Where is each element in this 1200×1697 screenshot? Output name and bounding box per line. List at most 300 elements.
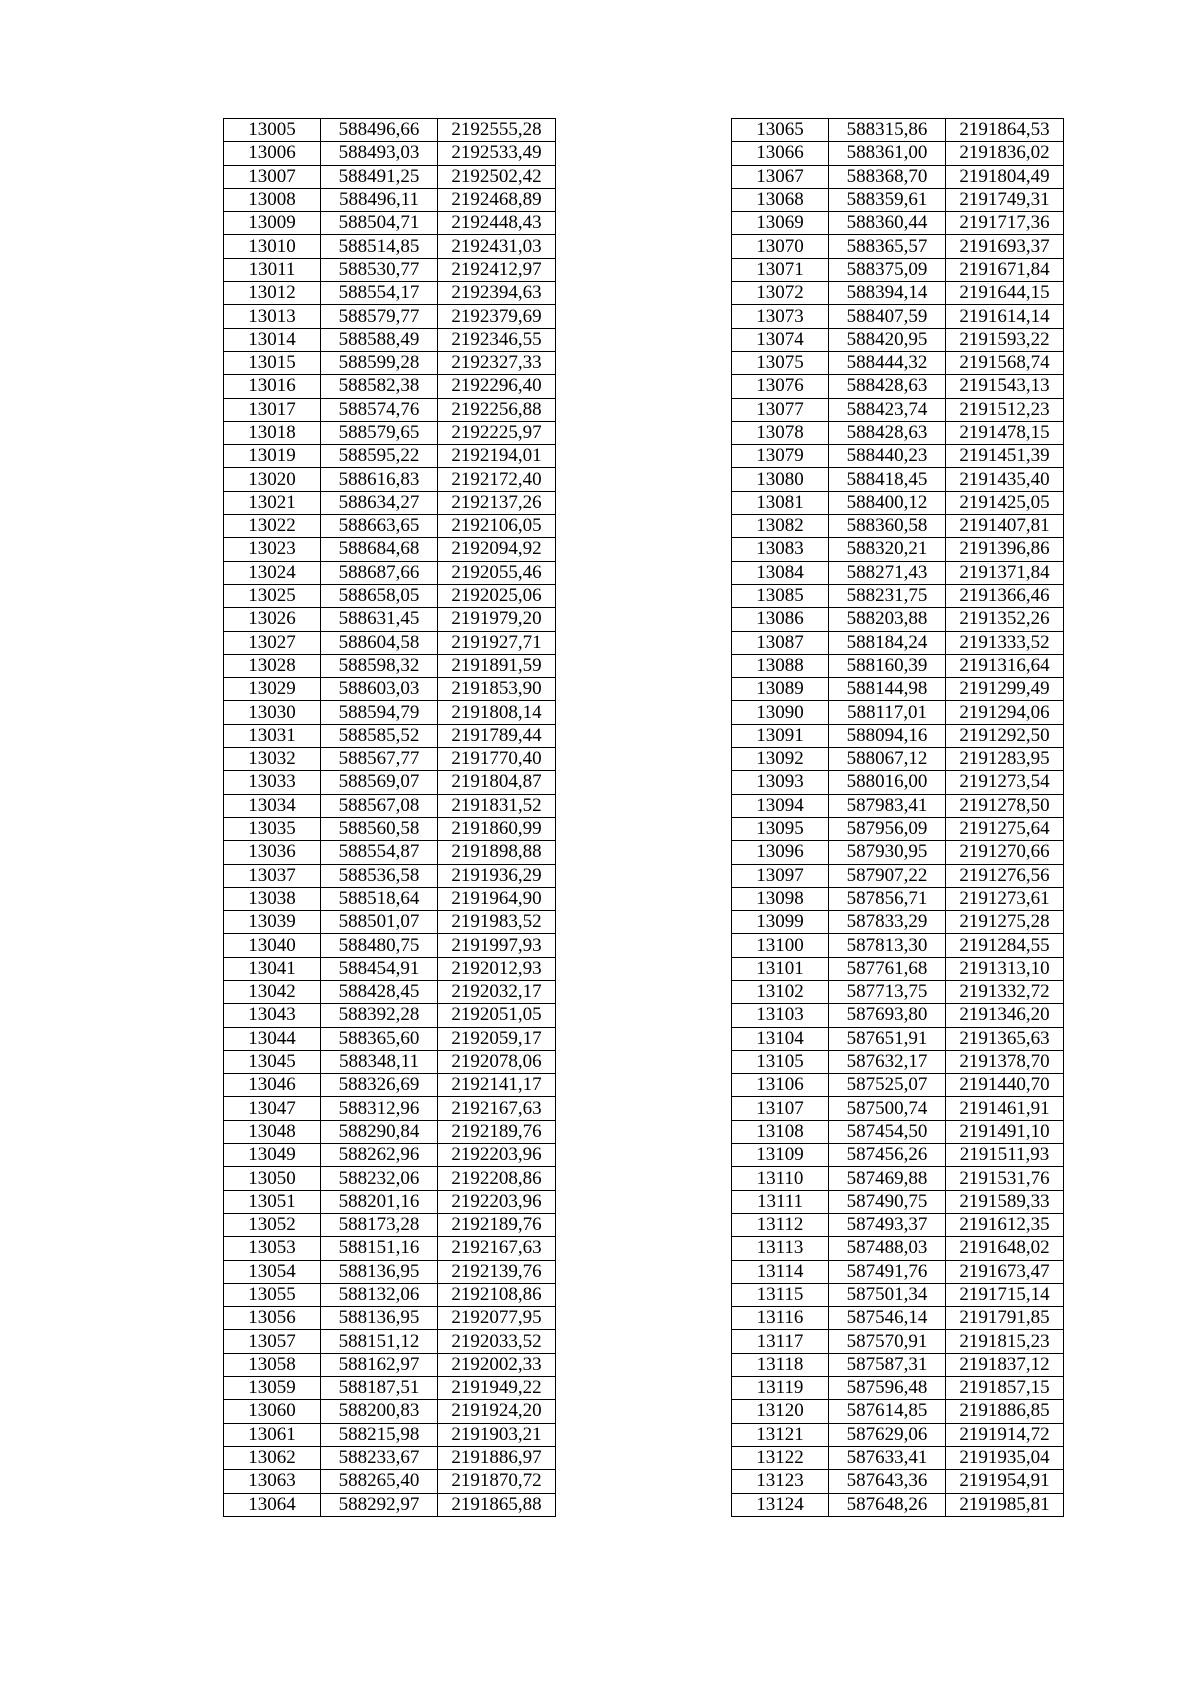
x-coordinate-cell: 587596,48: [829, 1377, 946, 1400]
table-row: [732, 911, 1064, 934]
y-coordinate-cell: 2191804,49: [946, 165, 1064, 188]
y-coordinate-cell: 2191864,53: [946, 119, 1064, 142]
x-coordinate-cell: 588231,75: [829, 584, 946, 607]
point-id-cell: 13060: [224, 1400, 321, 1423]
y-coordinate-cell: 2192032,17: [438, 980, 556, 1003]
y-coordinate-cell: 2191531,76: [946, 1167, 1064, 1190]
x-coordinate-cell: 587632,17: [829, 1050, 946, 1073]
x-coordinate-cell: 588501,07: [321, 911, 438, 934]
point-id-cell: 13065: [732, 119, 829, 142]
table-row: [732, 1004, 1064, 1027]
x-coordinate-cell: 588265,40: [321, 1470, 438, 1493]
x-coordinate-cell: 587454,50: [829, 1120, 946, 1143]
x-coordinate-cell: 588117,01: [829, 701, 946, 724]
x-coordinate-cell: 587493,37: [829, 1213, 946, 1236]
y-coordinate-cell: 2191366,46: [946, 584, 1064, 607]
point-id-cell: 13036: [224, 841, 321, 864]
x-coordinate-cell: 588151,16: [321, 1237, 438, 1260]
point-id-cell: 13014: [224, 328, 321, 351]
x-coordinate-cell: 588658,05: [321, 584, 438, 607]
point-id-cell: 13106: [732, 1074, 829, 1097]
y-coordinate-cell: 2191612,35: [946, 1213, 1064, 1236]
point-id-cell: 13066: [732, 142, 829, 165]
y-coordinate-cell: 2191346,20: [946, 1004, 1064, 1027]
y-coordinate-cell: 2191276,56: [946, 864, 1064, 887]
y-coordinate-cell: 2191614,14: [946, 305, 1064, 328]
table-row: [224, 375, 556, 398]
x-coordinate-cell: 588567,08: [321, 794, 438, 817]
x-coordinate-cell: 587488,03: [829, 1237, 946, 1260]
x-coordinate-cell: 588603,03: [321, 678, 438, 701]
y-coordinate-cell: 2191440,70: [946, 1074, 1064, 1097]
table-row: [224, 538, 556, 561]
y-coordinate-cell: 2192327,33: [438, 351, 556, 374]
x-coordinate-cell: 588514,85: [321, 235, 438, 258]
y-coordinate-cell: 2192555,28: [438, 119, 556, 142]
point-id-cell: 13054: [224, 1260, 321, 1283]
x-coordinate-cell: 588361,00: [829, 142, 946, 165]
point-id-cell: 13055: [224, 1283, 321, 1306]
table-row: [732, 142, 1064, 165]
point-id-cell: 13059: [224, 1377, 321, 1400]
y-coordinate-cell: 2191294,06: [946, 701, 1064, 724]
x-coordinate-cell: 588233,67: [321, 1446, 438, 1469]
point-id-cell: 13118: [732, 1353, 829, 1376]
table-row: [224, 1493, 556, 1516]
x-coordinate-cell: 588504,71: [321, 212, 438, 235]
x-coordinate-cell: 588493,03: [321, 142, 438, 165]
x-coordinate-cell: 587856,71: [829, 887, 946, 910]
point-id-cell: 13123: [732, 1470, 829, 1493]
x-coordinate-cell: 588094,16: [829, 724, 946, 747]
y-coordinate-cell: 2191512,23: [946, 398, 1064, 421]
x-coordinate-cell: 587500,74: [829, 1097, 946, 1120]
y-coordinate-cell: 2192051,05: [438, 1004, 556, 1027]
x-coordinate-cell: 587629,06: [829, 1423, 946, 1446]
table-row: [224, 1283, 556, 1306]
x-coordinate-cell: 588567,77: [321, 748, 438, 771]
table-row: [732, 678, 1064, 701]
point-id-cell: 13072: [732, 282, 829, 305]
point-id-cell: 13112: [732, 1213, 829, 1236]
point-id-cell: 13064: [224, 1493, 321, 1516]
y-coordinate-cell: 2192172,40: [438, 468, 556, 491]
point-id-cell: 13069: [732, 212, 829, 235]
x-coordinate-cell: 588560,58: [321, 817, 438, 840]
x-coordinate-cell: 588420,95: [829, 328, 946, 351]
point-id-cell: 13029: [224, 678, 321, 701]
x-coordinate-cell: 587570,91: [829, 1330, 946, 1353]
point-id-cell: 13079: [732, 445, 829, 468]
point-id-cell: 13117: [732, 1330, 829, 1353]
y-coordinate-cell: 2191593,22: [946, 328, 1064, 351]
point-id-cell: 13026: [224, 608, 321, 631]
y-coordinate-cell: 2192002,33: [438, 1353, 556, 1376]
y-coordinate-cell: 2191815,23: [946, 1330, 1064, 1353]
x-coordinate-cell: 587614,85: [829, 1400, 946, 1423]
table-row: [732, 1423, 1064, 1446]
point-id-cell: 13095: [732, 817, 829, 840]
point-id-cell: 13051: [224, 1190, 321, 1213]
point-id-cell: 13045: [224, 1050, 321, 1073]
x-coordinate-cell: 588160,39: [829, 654, 946, 677]
point-id-cell: 13023: [224, 538, 321, 561]
x-coordinate-cell: 588162,97: [321, 1353, 438, 1376]
point-id-cell: 13085: [732, 584, 829, 607]
table-row: [224, 1213, 556, 1236]
table-row: [224, 584, 556, 607]
y-coordinate-cell: 2191927,71: [438, 631, 556, 654]
x-coordinate-cell: 588418,45: [829, 468, 946, 491]
x-coordinate-cell: 588400,12: [829, 491, 946, 514]
y-coordinate-cell: 2191352,26: [946, 608, 1064, 631]
table-row: [224, 817, 556, 840]
point-id-cell: 13012: [224, 282, 321, 305]
x-coordinate-cell: 587643,36: [829, 1470, 946, 1493]
y-coordinate-cell: 2192379,69: [438, 305, 556, 328]
table-row: [224, 1050, 556, 1073]
x-coordinate-cell: 587546,14: [829, 1307, 946, 1330]
y-coordinate-cell: 2191378,70: [946, 1050, 1064, 1073]
table-row: [732, 794, 1064, 817]
table-row: [224, 1307, 556, 1330]
table-row: [224, 282, 556, 305]
y-coordinate-cell: 2191837,12: [946, 1353, 1064, 1376]
y-coordinate-cell: 2191983,52: [438, 911, 556, 934]
table-row: [732, 119, 1064, 142]
point-id-cell: 13041: [224, 957, 321, 980]
point-id-cell: 13115: [732, 1283, 829, 1306]
y-coordinate-cell: 2191543,13: [946, 375, 1064, 398]
x-coordinate-cell: 588687,66: [321, 561, 438, 584]
point-id-cell: 13049: [224, 1144, 321, 1167]
y-coordinate-cell: 2191425,05: [946, 491, 1064, 514]
y-coordinate-cell: 2191935,04: [946, 1446, 1064, 1469]
x-coordinate-cell: 588428,45: [321, 980, 438, 1003]
table-row: [224, 748, 556, 771]
point-id-cell: 13081: [732, 491, 829, 514]
x-coordinate-cell: 588215,98: [321, 1423, 438, 1446]
table-row: [732, 515, 1064, 538]
x-coordinate-cell: 588599,28: [321, 351, 438, 374]
y-coordinate-cell: 2191886,97: [438, 1446, 556, 1469]
point-id-cell: 13094: [732, 794, 829, 817]
x-coordinate-cell: 587930,95: [829, 841, 946, 864]
point-id-cell: 13083: [732, 538, 829, 561]
y-coordinate-cell: 2192431,03: [438, 235, 556, 258]
y-coordinate-cell: 2191954,91: [946, 1470, 1064, 1493]
x-coordinate-cell: 588173,28: [321, 1213, 438, 1236]
x-coordinate-cell: 588326,69: [321, 1074, 438, 1097]
y-coordinate-cell: 2192256,88: [438, 398, 556, 421]
table-row: [732, 654, 1064, 677]
coordinates-table-left: [223, 118, 556, 1517]
point-id-cell: 13056: [224, 1307, 321, 1330]
y-coordinate-cell: 2191715,14: [946, 1283, 1064, 1306]
y-coordinate-cell: 2191914,72: [946, 1423, 1064, 1446]
table-row: [224, 1237, 556, 1260]
table-row: [732, 934, 1064, 957]
point-id-cell: 13058: [224, 1353, 321, 1376]
x-coordinate-cell: 588480,75: [321, 934, 438, 957]
y-coordinate-cell: 2191924,20: [438, 1400, 556, 1423]
point-id-cell: 13019: [224, 445, 321, 468]
table-row: [732, 1470, 1064, 1493]
table-row: [224, 1004, 556, 1027]
point-id-cell: 13121: [732, 1423, 829, 1446]
table-row: [732, 1097, 1064, 1120]
point-id-cell: 13022: [224, 515, 321, 538]
point-id-cell: 13016: [224, 375, 321, 398]
x-coordinate-cell: 588184,24: [829, 631, 946, 654]
y-coordinate-cell: 2191435,40: [946, 468, 1064, 491]
point-id-cell: 13020: [224, 468, 321, 491]
x-coordinate-cell: 588491,25: [321, 165, 438, 188]
table-row: [732, 258, 1064, 281]
point-id-cell: 13104: [732, 1027, 829, 1050]
point-id-cell: 13006: [224, 142, 321, 165]
x-coordinate-cell: 588365,60: [321, 1027, 438, 1050]
table-row: [224, 491, 556, 514]
y-coordinate-cell: 2192208,86: [438, 1167, 556, 1190]
y-coordinate-cell: 2191284,55: [946, 934, 1064, 957]
y-coordinate-cell: 2191270,66: [946, 841, 1064, 864]
y-coordinate-cell: 2191275,28: [946, 911, 1064, 934]
x-coordinate-cell: 588518,64: [321, 887, 438, 910]
x-coordinate-cell: 587587,31: [829, 1353, 946, 1376]
point-id-cell: 13099: [732, 911, 829, 934]
x-coordinate-cell: 588579,65: [321, 421, 438, 444]
x-coordinate-cell: 588144,98: [829, 678, 946, 701]
table-row: [732, 1167, 1064, 1190]
y-coordinate-cell: 2192167,63: [438, 1237, 556, 1260]
point-id-cell: 13108: [732, 1120, 829, 1143]
table-row: [732, 1260, 1064, 1283]
y-coordinate-cell: 2191791,85: [946, 1307, 1064, 1330]
x-coordinate-cell: 588530,77: [321, 258, 438, 281]
table-row: [732, 864, 1064, 887]
x-coordinate-cell: 587648,26: [829, 1493, 946, 1516]
y-coordinate-cell: 2192394,63: [438, 282, 556, 305]
point-id-cell: 13119: [732, 1377, 829, 1400]
table-row: [732, 748, 1064, 771]
x-coordinate-cell: 588594,79: [321, 701, 438, 724]
y-coordinate-cell: 2191283,95: [946, 748, 1064, 771]
point-id-cell: 13078: [732, 421, 829, 444]
x-coordinate-cell: 588496,11: [321, 188, 438, 211]
table-row: [732, 538, 1064, 561]
y-coordinate-cell: 2191278,50: [946, 794, 1064, 817]
table-row: [224, 794, 556, 817]
point-id-cell: 13035: [224, 817, 321, 840]
x-coordinate-cell: 588588,49: [321, 328, 438, 351]
point-id-cell: 13093: [732, 771, 829, 794]
table-row: [224, 165, 556, 188]
table-row: [732, 561, 1064, 584]
y-coordinate-cell: 2191273,54: [946, 771, 1064, 794]
table-row: [224, 980, 556, 1003]
y-coordinate-cell: 2191903,21: [438, 1423, 556, 1446]
coordinates-table-right: [731, 118, 1064, 1517]
table-row: [224, 934, 556, 957]
x-coordinate-cell: 588631,45: [321, 608, 438, 631]
table-row: [732, 282, 1064, 305]
point-id-cell: 13120: [732, 1400, 829, 1423]
y-coordinate-cell: 2192502,42: [438, 165, 556, 188]
table-row: [732, 398, 1064, 421]
point-id-cell: 13067: [732, 165, 829, 188]
table-row: [224, 1027, 556, 1050]
table-row: [224, 678, 556, 701]
table-row: [224, 142, 556, 165]
point-id-cell: 13057: [224, 1330, 321, 1353]
x-coordinate-cell: 588616,83: [321, 468, 438, 491]
y-coordinate-cell: 2192025,06: [438, 584, 556, 607]
y-coordinate-cell: 2191770,40: [438, 748, 556, 771]
table-row: [732, 1027, 1064, 1050]
y-coordinate-cell: 2192141,17: [438, 1074, 556, 1097]
point-id-cell: 13114: [732, 1260, 829, 1283]
x-coordinate-cell: 588440,23: [829, 445, 946, 468]
y-coordinate-cell: 2191964,90: [438, 887, 556, 910]
x-coordinate-cell: 588136,95: [321, 1260, 438, 1283]
point-id-cell: 13043: [224, 1004, 321, 1027]
x-coordinate-cell: 588407,59: [829, 305, 946, 328]
table-row: [732, 980, 1064, 1003]
table-row: [224, 445, 556, 468]
table-row: [732, 468, 1064, 491]
y-coordinate-cell: 2192468,89: [438, 188, 556, 211]
x-coordinate-cell: 587633,41: [829, 1446, 946, 1469]
x-coordinate-cell: 587761,68: [829, 957, 946, 980]
y-coordinate-cell: 2192167,63: [438, 1097, 556, 1120]
y-coordinate-cell: 2192139,76: [438, 1260, 556, 1283]
table-row: [224, 328, 556, 351]
table-row: [732, 608, 1064, 631]
table-row: [224, 654, 556, 677]
table-row: [732, 1400, 1064, 1423]
table-row: [732, 491, 1064, 514]
y-coordinate-cell: 2192108,86: [438, 1283, 556, 1306]
point-id-cell: 13052: [224, 1213, 321, 1236]
y-coordinate-cell: 2191333,52: [946, 631, 1064, 654]
table-row: [224, 864, 556, 887]
point-id-cell: 13087: [732, 631, 829, 654]
y-coordinate-cell: 2191898,88: [438, 841, 556, 864]
point-id-cell: 13030: [224, 701, 321, 724]
x-coordinate-cell: 587491,76: [829, 1260, 946, 1283]
table-row: [224, 1144, 556, 1167]
x-coordinate-cell: 588320,21: [829, 538, 946, 561]
point-id-cell: 13048: [224, 1120, 321, 1143]
table-row: [224, 1353, 556, 1376]
y-coordinate-cell: 2192094,92: [438, 538, 556, 561]
table-row: [224, 701, 556, 724]
point-id-cell: 13100: [732, 934, 829, 957]
y-coordinate-cell: 2191299,49: [946, 678, 1064, 701]
table-row: [732, 165, 1064, 188]
x-coordinate-cell: 588348,11: [321, 1050, 438, 1073]
point-id-cell: 13038: [224, 887, 321, 910]
table-row: [732, 351, 1064, 374]
table-row: [224, 258, 556, 281]
table-row: [732, 1307, 1064, 1330]
point-id-cell: 13042: [224, 980, 321, 1003]
table-row: [224, 561, 556, 584]
x-coordinate-cell: 587651,91: [829, 1027, 946, 1050]
x-coordinate-cell: 588604,58: [321, 631, 438, 654]
x-coordinate-cell: 588360,44: [829, 212, 946, 235]
point-id-cell: 13111: [732, 1190, 829, 1213]
y-coordinate-cell: 2191644,15: [946, 282, 1064, 305]
x-coordinate-cell: 587469,88: [829, 1167, 946, 1190]
x-coordinate-cell: 588392,28: [321, 1004, 438, 1027]
table-row: [224, 1470, 556, 1493]
x-coordinate-cell: 588232,06: [321, 1167, 438, 1190]
table-row: [732, 1446, 1064, 1469]
y-coordinate-cell: 2191865,88: [438, 1493, 556, 1516]
y-coordinate-cell: 2191831,52: [438, 794, 556, 817]
point-id-cell: 13105: [732, 1050, 829, 1073]
y-coordinate-cell: 2192033,52: [438, 1330, 556, 1353]
y-coordinate-cell: 2191316,64: [946, 654, 1064, 677]
y-coordinate-cell: 2192346,55: [438, 328, 556, 351]
x-coordinate-cell: 588187,51: [321, 1377, 438, 1400]
x-coordinate-cell: 588496,66: [321, 119, 438, 142]
y-coordinate-cell: 2192533,49: [438, 142, 556, 165]
y-coordinate-cell: 2191511,93: [946, 1144, 1064, 1167]
y-coordinate-cell: 2191461,91: [946, 1097, 1064, 1120]
point-id-cell: 13024: [224, 561, 321, 584]
y-coordinate-cell: 2191275,64: [946, 817, 1064, 840]
x-coordinate-cell: 588271,43: [829, 561, 946, 584]
point-id-cell: 13044: [224, 1027, 321, 1050]
table-row: [224, 188, 556, 211]
table-row: [224, 1260, 556, 1283]
table-row: [732, 1377, 1064, 1400]
x-coordinate-cell: 588292,97: [321, 1493, 438, 1516]
y-coordinate-cell: 2191671,84: [946, 258, 1064, 281]
y-coordinate-cell: 2192203,96: [438, 1144, 556, 1167]
point-id-cell: 13116: [732, 1307, 829, 1330]
x-coordinate-cell: 588582,38: [321, 375, 438, 398]
point-id-cell: 13061: [224, 1423, 321, 1446]
y-coordinate-cell: 2191997,93: [438, 934, 556, 957]
x-coordinate-cell: 587501,34: [829, 1283, 946, 1306]
y-coordinate-cell: 2191836,02: [946, 142, 1064, 165]
y-coordinate-cell: 2191804,87: [438, 771, 556, 794]
point-id-cell: 13075: [732, 351, 829, 374]
x-coordinate-cell: 588634,27: [321, 491, 438, 514]
x-coordinate-cell: 587983,41: [829, 794, 946, 817]
point-id-cell: 13090: [732, 701, 829, 724]
point-id-cell: 13028: [224, 654, 321, 677]
y-coordinate-cell: 2191693,37: [946, 235, 1064, 258]
point-id-cell: 13124: [732, 1493, 829, 1516]
point-id-cell: 13025: [224, 584, 321, 607]
x-coordinate-cell: 588360,58: [829, 515, 946, 538]
x-coordinate-cell: 588200,83: [321, 1400, 438, 1423]
point-id-cell: 13021: [224, 491, 321, 514]
point-id-cell: 13031: [224, 724, 321, 747]
y-coordinate-cell: 2191673,47: [946, 1260, 1064, 1283]
x-coordinate-cell: 587456,26: [829, 1144, 946, 1167]
y-coordinate-cell: 2192296,40: [438, 375, 556, 398]
point-id-cell: 13076: [732, 375, 829, 398]
table-row: [224, 608, 556, 631]
x-coordinate-cell: 588574,76: [321, 398, 438, 421]
table-row: [732, 631, 1064, 654]
